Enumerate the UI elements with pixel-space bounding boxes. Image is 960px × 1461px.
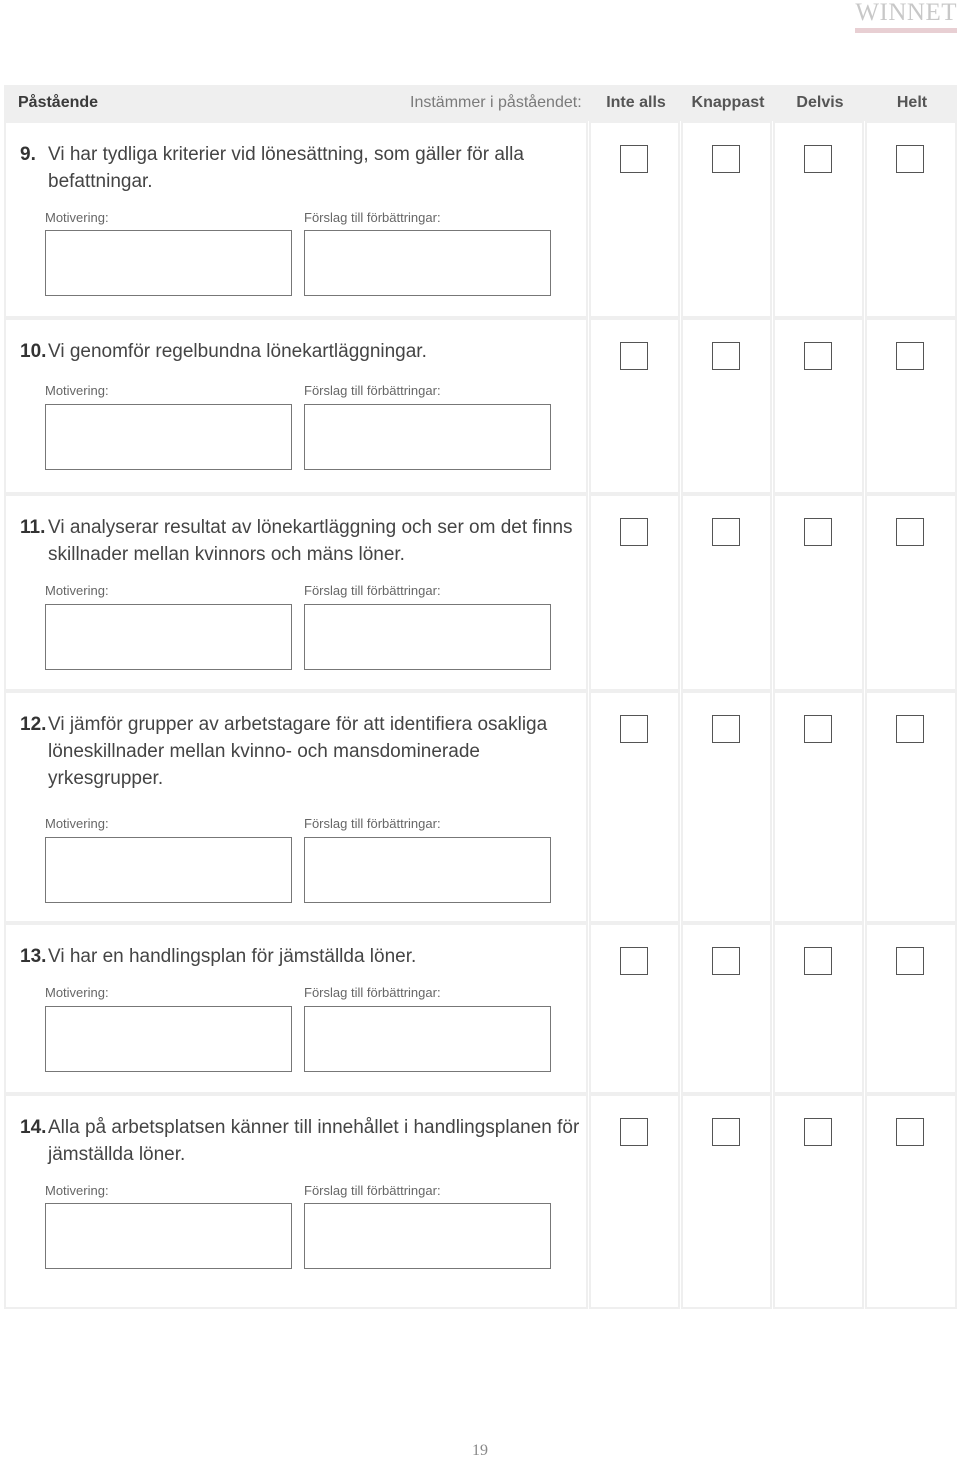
question-statement: Alla på arbetsplatsen känner till innehållet i handlingsplanen för jämställda löner. xyxy=(48,1117,580,1165)
motivation-label: Motivering: xyxy=(45,383,109,398)
question-cell xyxy=(4,494,588,691)
checkbox-inte-alls[interactable] xyxy=(620,342,648,370)
question-number: 13. xyxy=(20,946,47,967)
checkbox-helt[interactable] xyxy=(896,715,924,743)
question-cell xyxy=(4,1094,588,1309)
suggestion-field[interactable] xyxy=(304,837,551,903)
motivation-field[interactable] xyxy=(45,230,292,296)
checkbox-inte-alls[interactable] xyxy=(620,947,648,975)
question-number: 9. xyxy=(20,144,36,165)
answer-cell-inte-alls xyxy=(589,121,680,318)
table-header xyxy=(4,85,957,121)
suggestion-label: Förslag till förbättringar: xyxy=(304,583,441,598)
suggestion-label: Förslag till förbättringar: xyxy=(304,383,441,398)
checkbox-helt[interactable] xyxy=(896,947,924,975)
suggestion-field[interactable] xyxy=(304,604,551,670)
checkbox-helt[interactable] xyxy=(896,342,924,370)
question-number: 14. xyxy=(20,1117,47,1138)
answer-cell-helt xyxy=(865,691,957,923)
answer-cell-knappast xyxy=(681,318,772,494)
question-number: 12. xyxy=(20,714,47,735)
answer-cell-knappast xyxy=(681,923,772,1094)
answer-cell-knappast xyxy=(681,121,772,318)
question-text xyxy=(20,514,580,568)
question-statement: Vi har tydliga kriterier vid lönesättning, som gäller för alla befattningar. xyxy=(48,144,524,192)
suggestion-field[interactable] xyxy=(304,1006,551,1072)
answer-cell-delvis xyxy=(773,691,864,923)
suggestion-label: Förslag till förbättringar: xyxy=(304,210,441,225)
column-header-inte-alls: Inte alls xyxy=(606,94,666,111)
checkbox-inte-alls[interactable] xyxy=(620,1118,648,1146)
answer-cell-delvis xyxy=(773,121,864,318)
suggestion-label: Förslag till förbättringar: xyxy=(304,1183,441,1198)
question-cell xyxy=(4,923,588,1094)
question-row-13 xyxy=(4,923,957,1094)
checkbox-delvis[interactable] xyxy=(804,145,832,173)
question-text xyxy=(20,141,580,195)
answer-cell-delvis xyxy=(773,494,864,691)
answer-cell-knappast xyxy=(681,1094,772,1309)
motivation-label: Motivering: xyxy=(45,1183,109,1198)
question-cell xyxy=(4,318,588,494)
question-text xyxy=(20,711,580,792)
column-header-helt: Helt xyxy=(896,94,928,111)
checkbox-inte-alls[interactable] xyxy=(620,518,648,546)
answer-cell-knappast xyxy=(681,691,772,923)
question-row-12 xyxy=(4,691,957,923)
checkbox-helt[interactable] xyxy=(896,518,924,546)
answer-cell-inte-alls xyxy=(589,923,680,1094)
answer-cell-inte-alls xyxy=(589,494,680,691)
suggestion-label: Förslag till förbättringar: xyxy=(304,985,441,1000)
column-header-delvis: Delvis xyxy=(796,94,844,111)
answer-cell-knappast xyxy=(681,494,772,691)
question-row-14 xyxy=(4,1094,957,1309)
answer-cell-inte-alls xyxy=(589,691,680,923)
question-statement: Vi jämför grupper av arbetstagare för att identifiera osakliga löneskillnader mellan kvinno- och mansdominerade yrkesgrupper. xyxy=(48,714,548,789)
answer-cell-delvis xyxy=(773,923,864,1094)
answer-cell-inte-alls xyxy=(589,318,680,494)
agree-prompt: Instämmer i påståendet: xyxy=(410,94,582,111)
motivation-field[interactable] xyxy=(45,404,292,470)
answer-cell-helt xyxy=(865,1094,957,1309)
page-number: 19 xyxy=(472,1442,488,1459)
question-cell xyxy=(4,121,588,318)
question-statement: Vi har en handlingsplan för jämställda löner. xyxy=(48,946,417,967)
motivation-field[interactable] xyxy=(45,604,292,670)
checkbox-delvis[interactable] xyxy=(804,715,832,743)
question-statement: Vi analyserar resultat av lönekartläggning och ser om det finns skillnader mellan kvinnors och mäns löner. xyxy=(48,517,573,565)
checkbox-delvis[interactable] xyxy=(804,947,832,975)
motivation-field[interactable] xyxy=(45,1006,292,1072)
answer-cell-helt xyxy=(865,494,957,691)
answer-cell-delvis xyxy=(773,1094,864,1309)
checkbox-knappast[interactable] xyxy=(712,342,740,370)
checkbox-inte-alls[interactable] xyxy=(620,145,648,173)
statement-header: Påstående xyxy=(18,94,99,111)
question-number: 11. xyxy=(20,517,46,538)
question-number: 10. xyxy=(20,341,47,362)
motivation-label: Motivering: xyxy=(45,985,109,1000)
column-header-knappast: Knappast xyxy=(691,94,765,111)
checkbox-knappast[interactable] xyxy=(712,947,740,975)
checkbox-inte-alls[interactable] xyxy=(620,715,648,743)
question-statement: Vi genomför regelbundna lönekartläggningar. xyxy=(48,341,427,362)
answer-cell-helt xyxy=(865,318,957,494)
answer-cell-delvis xyxy=(773,318,864,494)
question-row-9 xyxy=(4,121,957,318)
answer-cell-inte-alls xyxy=(589,1094,680,1309)
question-text xyxy=(20,338,580,365)
checkbox-knappast[interactable] xyxy=(712,1118,740,1146)
suggestion-field[interactable] xyxy=(304,1203,551,1269)
motivation-field[interactable] xyxy=(45,837,292,903)
motivation-label: Motivering: xyxy=(45,210,109,225)
winnet-logo: WINNET xyxy=(855,0,957,33)
checkbox-delvis[interactable] xyxy=(804,342,832,370)
answer-cell-helt xyxy=(865,121,957,318)
motivation-label: Motivering: xyxy=(45,816,109,831)
question-text xyxy=(20,943,580,970)
question-cell xyxy=(4,691,588,923)
question-row-11 xyxy=(4,494,957,691)
checkbox-delvis[interactable] xyxy=(804,1118,832,1146)
suggestion-label: Förslag till förbättringar: xyxy=(304,816,441,831)
motivation-label: Motivering: xyxy=(45,583,109,598)
checkbox-knappast[interactable] xyxy=(712,145,740,173)
motivation-field[interactable] xyxy=(45,1203,292,1269)
question-text xyxy=(20,1114,580,1168)
answer-cell-helt xyxy=(865,923,957,1094)
checkbox-delvis[interactable] xyxy=(804,518,832,546)
checkbox-helt[interactable] xyxy=(896,1118,924,1146)
checkbox-knappast[interactable] xyxy=(712,715,740,743)
checkbox-knappast[interactable] xyxy=(712,518,740,546)
suggestion-field[interactable] xyxy=(304,230,551,296)
checkbox-helt[interactable] xyxy=(896,145,924,173)
question-row-10 xyxy=(4,318,957,494)
suggestion-field[interactable] xyxy=(304,404,551,470)
